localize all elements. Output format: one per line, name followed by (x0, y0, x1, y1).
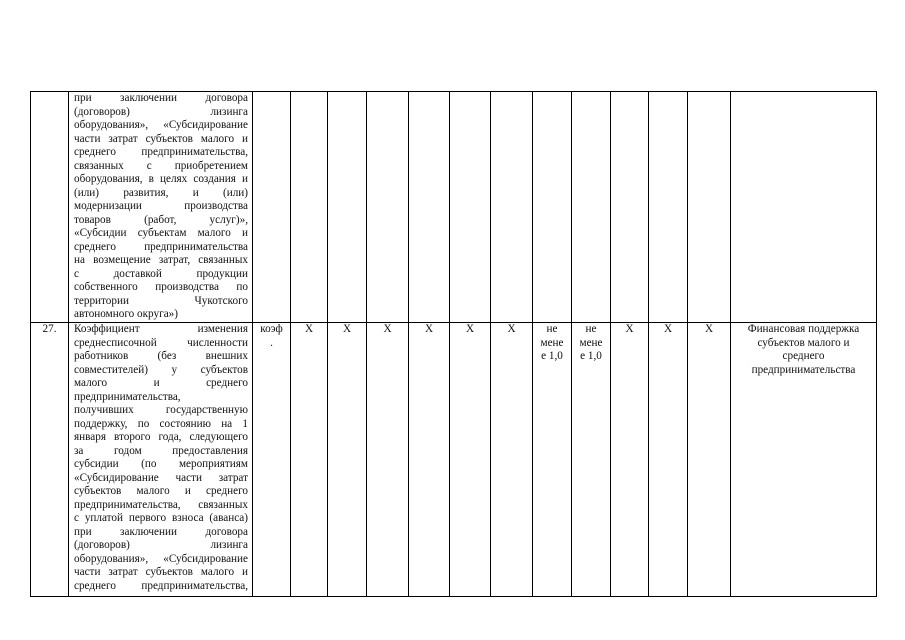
value-text: X (465, 323, 475, 335)
value-text: X (507, 323, 516, 335)
value-text: не (546, 323, 558, 335)
value-text: мене (579, 336, 603, 349)
indicator-text-line: среднего предпринимательства, (74, 146, 248, 158)
program-text-line: Финансовая поддержка (747, 323, 860, 335)
value-cell (291, 92, 328, 323)
indicator-text-line: на возмещение затрат, связанных (74, 254, 248, 266)
indicator-text-line: среднего предпринимательства (74, 240, 248, 253)
value-cell (328, 323, 367, 597)
indicator-text-line: «Субсидирование части затрат (74, 471, 248, 484)
program-text-line: субъектов малого и (757, 336, 850, 349)
value-cell (688, 92, 731, 323)
indicator-text-line: автономного округа») (74, 308, 178, 320)
value-text: X (704, 323, 714, 335)
indicator-text-line: Коэффициент изменения (74, 323, 248, 335)
unit-cell (253, 92, 291, 323)
value-text: X (625, 323, 634, 335)
value-cell (450, 92, 491, 323)
value-text: X (383, 323, 392, 335)
indicator-text-line: с доставкой продукции (74, 267, 248, 280)
unit-text-line: коэф (260, 323, 283, 335)
indicator-text-line: января второго года, следующего (74, 431, 248, 443)
row-number-cell (31, 92, 69, 323)
value-text: е 1,0 (580, 350, 602, 362)
value-cell (688, 323, 731, 597)
indicator-text-line: товаров (работ, услуг)», (74, 213, 248, 226)
value-cell (611, 92, 649, 323)
indicator-text-line: поддержку, по состоянию на 1 (74, 417, 248, 430)
indicator-text-line: (договоров) лизинга (74, 539, 248, 551)
value-cell (409, 323, 450, 597)
value-text: не (585, 323, 597, 335)
value-cell (291, 323, 328, 597)
indicator-text-line: оборудования», «Субсидирование (74, 119, 248, 131)
value-text: мене (540, 336, 564, 349)
unit-cell (253, 323, 291, 597)
value-cell (572, 323, 611, 597)
indicator-text-line: связанных с приобретением (74, 159, 248, 172)
indicator-text-line: при заключении договора (74, 525, 248, 538)
value-text: е 1,0 (541, 350, 563, 362)
indicator-text-line: территории Чукотского (74, 294, 248, 307)
table-row (31, 92, 877, 323)
value-cell (611, 323, 649, 597)
indicator-text-line: работников (без внешних (74, 350, 248, 362)
indicator-text-line: модернизации производства (74, 200, 248, 212)
program-cell (731, 323, 877, 597)
indicator-text-line: малого и среднего (74, 377, 248, 389)
indicator-cell (69, 323, 253, 597)
value-cell (533, 92, 572, 323)
program-text-line: среднего (782, 350, 825, 362)
indicator-text-line: предпринимательства, связанных (74, 498, 248, 511)
indicator-text-line: собственного производства по (74, 281, 248, 293)
value-cell (572, 92, 611, 323)
indicator-text-line: при заключении договора (74, 92, 248, 104)
table-row (31, 323, 877, 597)
row-number-cell (31, 323, 69, 597)
value-text: X (342, 323, 352, 335)
row-number: 27. (42, 323, 57, 335)
indicator-text-line: за годом предоставления (74, 444, 248, 457)
value-cell (649, 92, 688, 323)
program-text-line: предпринимательства (751, 363, 856, 376)
value-text: X (304, 323, 314, 335)
indicator-text-line: «Субсидии субъектам малого и (74, 227, 248, 239)
indicator-text-line: совместителей) у субъектов (74, 363, 248, 376)
value-cell (649, 323, 688, 597)
indicator-text-line: (или) развития, и (или) (74, 186, 248, 199)
indicators-table (30, 91, 877, 597)
value-text: X (424, 323, 434, 335)
value-text: X (663, 323, 673, 335)
indicator-cell (69, 92, 253, 323)
indicator-text-line: оборудования, в целях создания и (74, 173, 248, 185)
unit-text-line: . (270, 336, 273, 349)
indicator-text-line: среднего предпринимательства, (74, 579, 248, 592)
indicator-text-line: предпринимательства, (74, 390, 181, 403)
indicator-text-line: субъектов малого и среднего (74, 485, 248, 497)
indicator-text-line: оборудования», «Субсидирование (74, 552, 248, 565)
indicator-text-line: части затрат субъектов малого и (74, 132, 248, 145)
indicator-text-line: среднесписочной численности (74, 336, 248, 349)
value-cell (533, 323, 572, 597)
value-cell (367, 323, 409, 597)
value-cell (450, 323, 491, 597)
value-cell (491, 323, 533, 597)
indicator-text-line: части затрат субъектов малого и (74, 566, 248, 578)
value-cell (409, 92, 450, 323)
value-cell (328, 92, 367, 323)
program-cell (731, 92, 877, 323)
indicator-text-line: с уплатой первого взноса (аванса) (74, 512, 248, 524)
value-cell (367, 92, 409, 323)
value-cell (491, 92, 533, 323)
indicator-text-line: (договоров) лизинга (74, 105, 248, 118)
indicator-text-line: получивших государственную (74, 404, 248, 416)
indicator-text-line: субсидии (по мероприятиям (74, 458, 248, 470)
